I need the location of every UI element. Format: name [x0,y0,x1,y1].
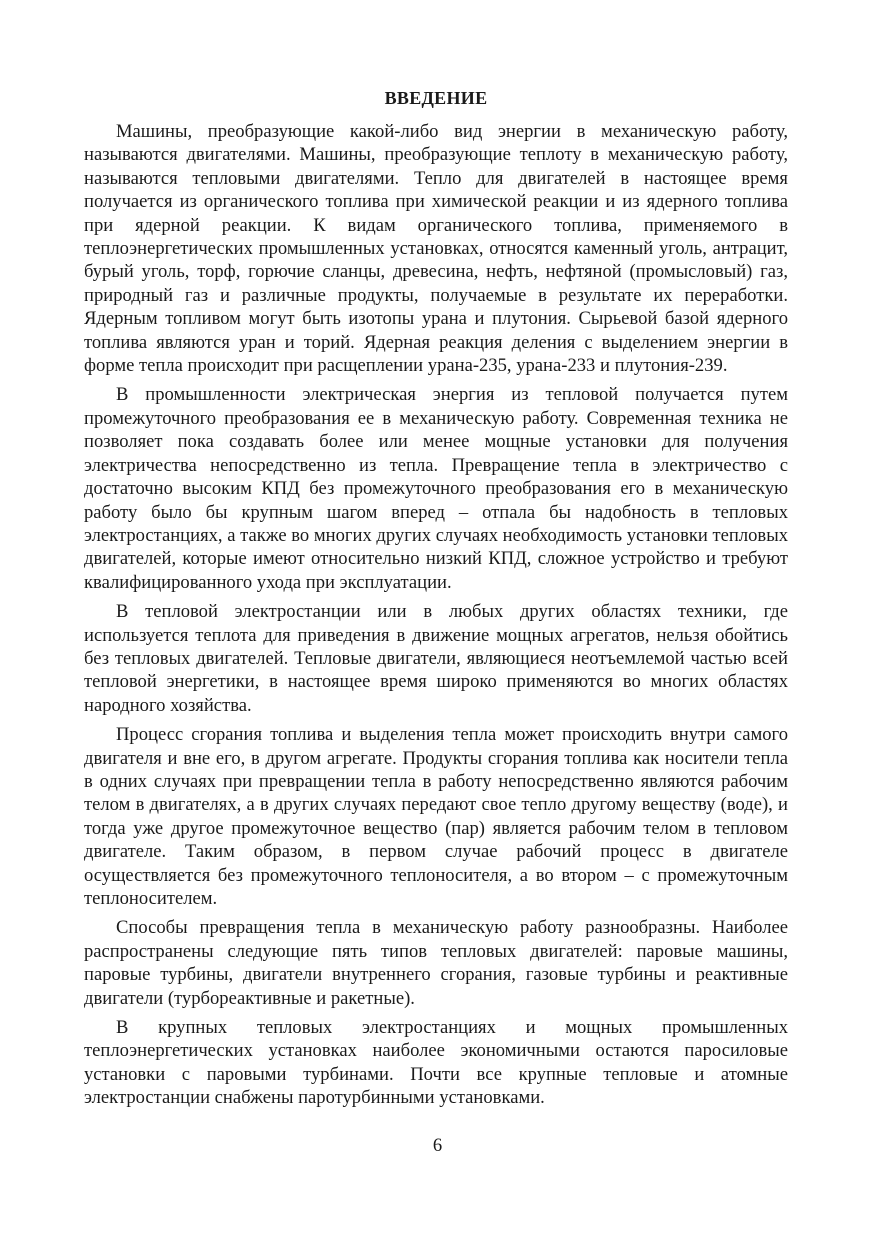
paragraph: Процесс сгорания топлива и выделения тепла может происходить внутри самого двигателя и вне его, в другом агрегате. Продукты сгорания топлива как носители тепла в одних случаях при превращении тепла в работу непосредственно являются рабочим телом в двигателях, а в других случаях передают свое тепло другому веществу (воде), и тогда уже другое промежуточное вещество (пар) является рабочим телом в тепловом двигателе. Таким образом, в первом случае рабочий процесс в двигателе осуществляется без промежуточного теплоносителя, а во втором – с промежуточным теплоносителем. [84,724,788,909]
paragraph: В промышленности электрическая энергия из тепловой получается путем промежуточного преобразования ее в механическую работу. Современная техника не позволяет пока создавать более или менее мощные установки для получения электричества непосредственно из тепла. Превращение тепла в электричество с достаточно высоким КПД без промежуточного преобразования его в механическую работу было бы крупным шагом вперед – отпала бы надобность в тепловых электростанциях, а также во многих других случаях необходимость установки тепловых двигателей, которые имеют относительно низкий КПД, сложное устройство и требуют квалифицированного ухода при эксплуатации. [84,384,789,593]
section-title: ВВЕДЕНИЕ [384,88,488,108]
page-number: 6 [432,1135,443,1156]
paragraph: В крупных тепловых электростанциях и мощных промышленных теплоэнергетических установках наиболее экономичными остаются паросиловые установки с паровыми турбинами. Почти все крупные тепловые и атомные электростанции снабжены паротурбинными установками. [84,1017,788,1109]
page-body [84,86,788,1110]
paragraph: Способы превращения тепла в механическую работу разнообразны. Наиболее распространены следующие пять типов тепловых двигателей: паровые машины, паровые турбины, двигатели внутреннего сгорания, газовые турбины и реактивные двигатели (турбореактивные и ракетные). [84,917,788,1009]
paragraph: Машины, преобразующие какой-либо вид энергии в механическую работу, называются двигателями. Машины, преобразующие теплоту в механическую работу, называются тепловыми двигателями. Тепло для двигателей в настоящее время получается из органического топлива при химической реакции и из ядерного топлива при ядерной реакции. К видам органического топлива, применяемого в теплоэнергетических промышленных установках, относятся каменный уголь, антрацит, бурый уголь, торф, горючие сланцы, древесина, нефть, нефтяной (промысловый) газ, природный газ и различные продукты, получаемые в результате их переработки. Ядерным топливом могут быть изотопы урана и плутония. Сырьевой базой ядерного топлива являются уран и торий. Ядерная реакция деления с выделением энергии в форме тепла происходит при расщеплении урана-235, урана-233 и плутония-239. [84,121,788,377]
paragraph: В тепловой электростанции или в любых других областях техники, где используется теплота для приведения в движение мощных агрегатов, нельзя обойтись без тепловых двигателей. Тепловые двигатели, являющиеся неотъемлемой частью всей тепловой энергетики, в настоящее время широко применяются во многих областях народного хозяйства. [84,601,788,716]
